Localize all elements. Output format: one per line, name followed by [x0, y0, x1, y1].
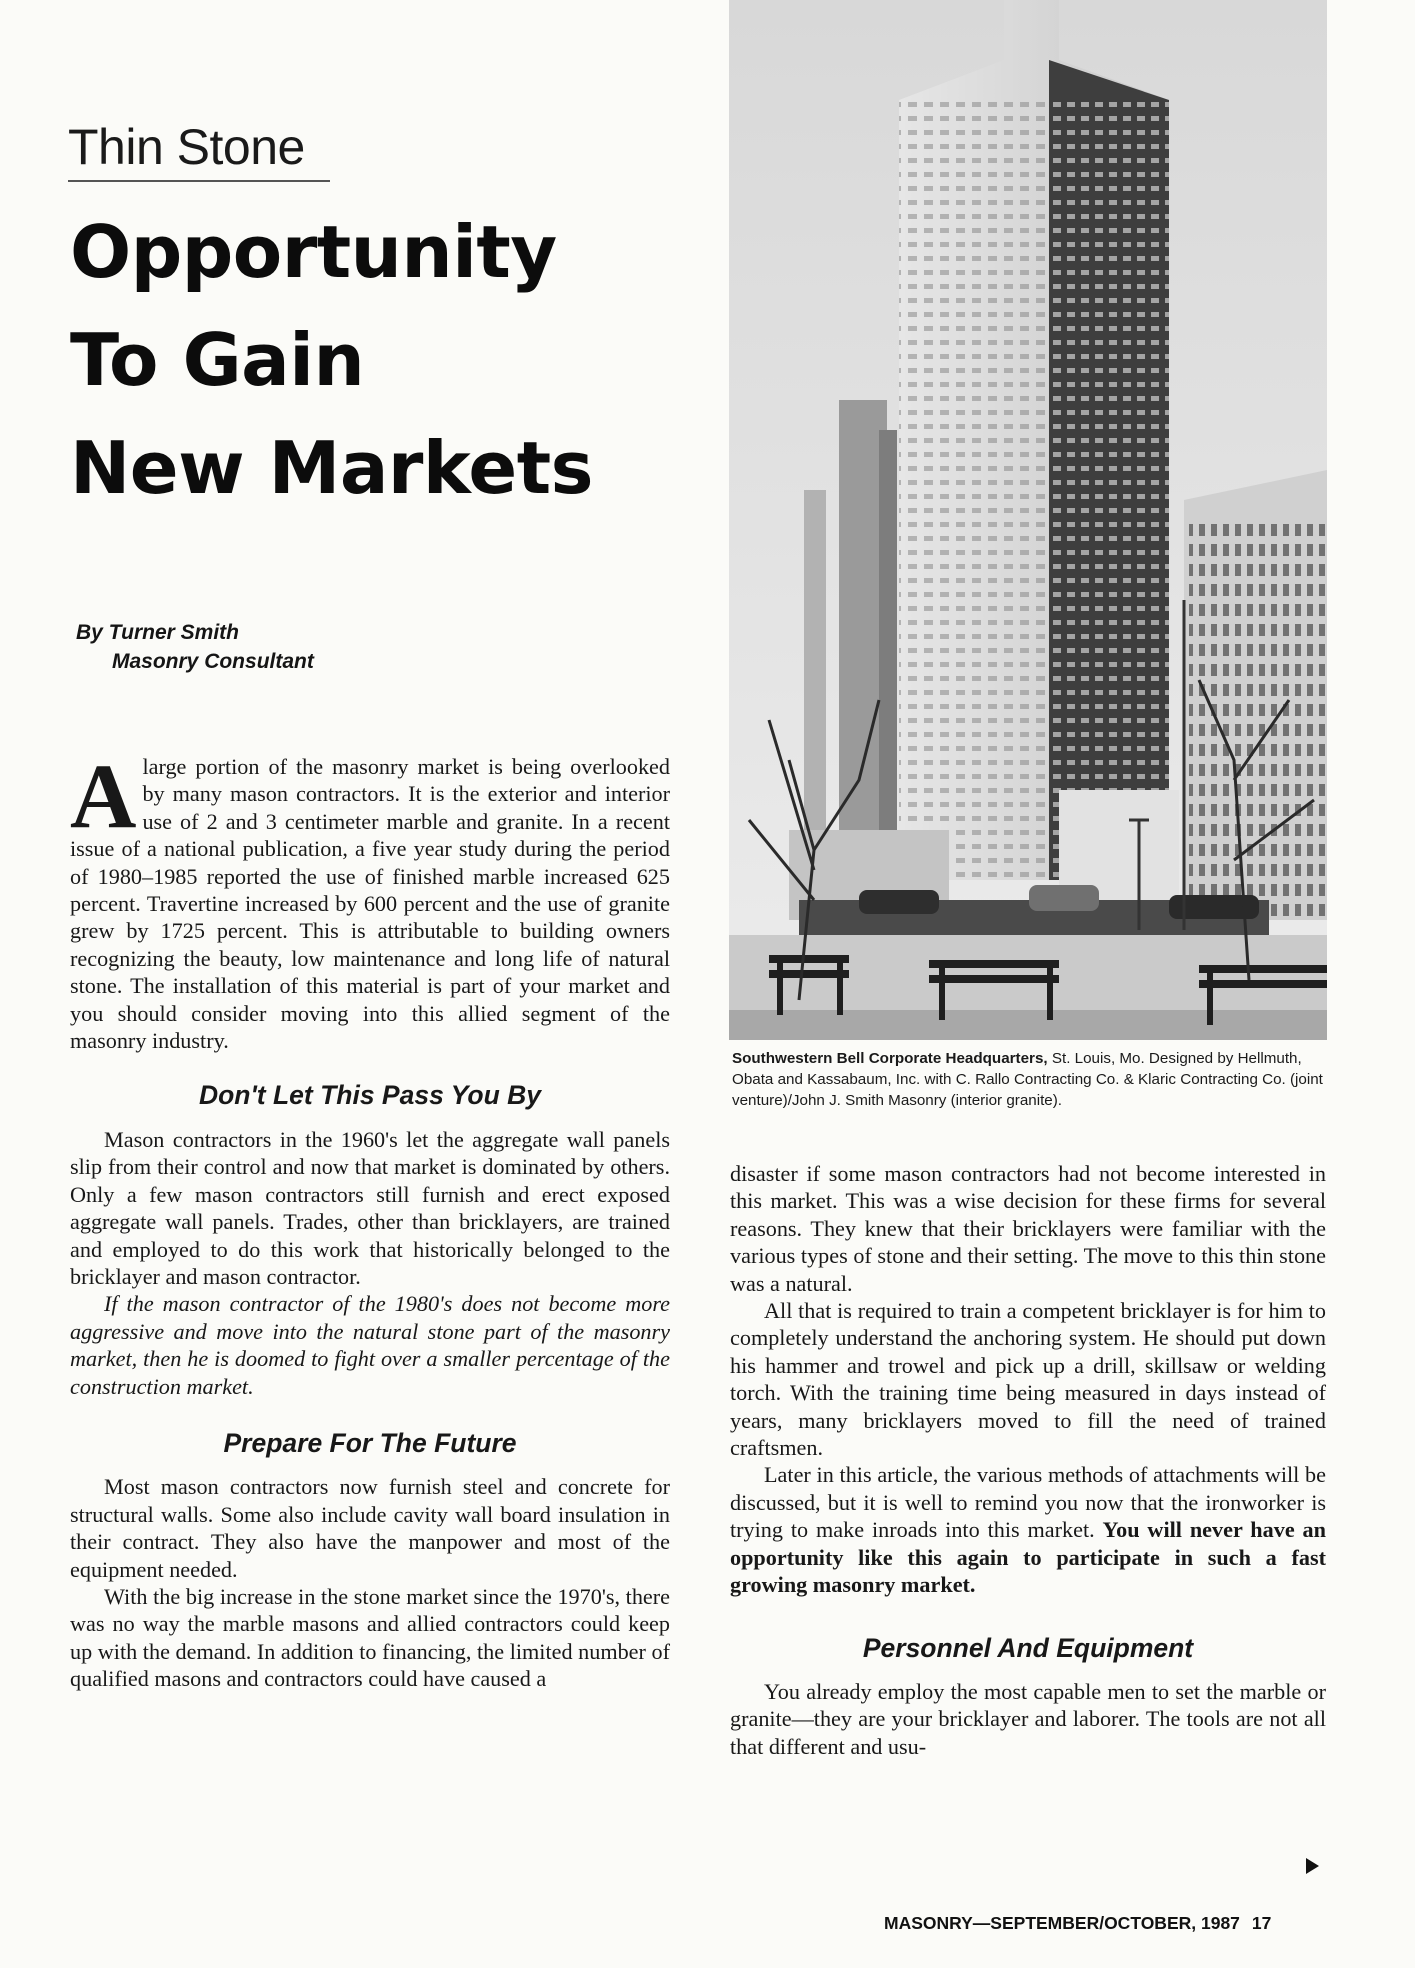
section-kicker: Thin Stone [68, 119, 305, 175]
paragraph-italic: If the mason contractor of the 1980's does not become more aggressive and move into the natural stone part of the masonry market, then he is doomed to fight over a smaller percentage of the construction market. [70, 1291, 670, 1399]
paragraph: disaster if some mason contractors had not become interested in this market. This was a wise decision for these firms for several reasons. They knew that their bricklayers were familiar with the various types of stone and their setting. The move to this thin stone was a natural. [730, 1161, 1326, 1296]
building-photo [729, 0, 1327, 1040]
intro-paragraph [70, 745, 670, 1054]
article-headline [70, 198, 593, 522]
paragraph: Mason contractors in the 1960's let the aggregate wall panels slip from their control and now that market is dominated by others. Only a few mason contractors still furnish and erect exposed aggregate wall panels. Trades, other than bricklayers, are trained and employed to do this work that historically belonged to the bricklayer and mason contractor. [70, 1126, 670, 1289]
byline [76, 618, 314, 676]
paragraph: You already employ the most capable men to set the marble or granite—they are your bricklayer and laborer. The tools are not all that different and usu- [730, 1678, 1326, 1759]
caption-title: Southwestern Bell Corporate Headquarters, [732, 1050, 1048, 1067]
drop-cap: A [70, 745, 137, 847]
left-column [70, 745, 670, 1693]
paragraph [730, 1461, 1326, 1598]
continued-arrow-icon [1306, 1858, 1319, 1874]
subhead-personnel-equipment: Personnel And Equipment [862, 1632, 1194, 1663]
intro-text: large portion of the masonry market is being overlooked by many mason contractors. It is the exterior and interior use of 2 and 3 centimeter marble and granite. In a recent issue of a national publication, a five year study during the period of 1980–1985 reported the use of finished marble increased 625 percent. Travertine increased by 600 percent and the use of granite grew by 1725 percent. This is attributable to building owners recognizing the beauty, low maintenance and long life of natural stone. The installation of this material is part of your market and you should consider moving into this allied segment of the masonry industry. [70, 754, 670, 1054]
caption-text: St. Louis, Mo. Designed by Hellmuth, Obata and Kassabaum, Inc. with C. Rallo Contracting Co. & Klaric Contracting Co. (joint venture)/John J. Smith Masonry (interior granite). [732, 1050, 1323, 1109]
headline-line-1: Opportunity [70, 210, 557, 294]
paragraph-bold-text: You will never have an opportunity like this again to participate in such a fast growing masonry market. [730, 1517, 1326, 1598]
paragraph: All that is required to train a competent bricklayer is for him to completely understand the anchoring system. He should put down his hammer and trowel and pick up a drill, skillsaw or welding torch. With the training time being measured in days instead of years, many bricklayers moved to fill the need of trained craftsmen. [730, 1298, 1326, 1461]
page-footer [884, 1913, 1271, 1934]
byline-author: By Turner Smith [76, 621, 239, 644]
subhead-prepare-for-future: Prepare For The Future [223, 1427, 517, 1458]
paragraph: With the big increase in the stone market since the 1970's, there was no way the marble masons and allied contractors could keep up with the demand. In addition to financing, the limited number of qualified masons and contractors could have caused a [70, 1583, 670, 1692]
footer-publication: MASONRY—SEPTEMBER/OCTOBER, 1987 [884, 1913, 1240, 1933]
kicker-underline [68, 180, 330, 182]
headline-line-3: New Markets [70, 426, 593, 510]
subhead-dont-let-this-pass: Don't Let This Pass You By [198, 1080, 542, 1111]
photo-caption [732, 1048, 1326, 1111]
paragraph: Most mason contractors now furnish steel and concrete for structural walls. Some also include cavity wall board insulation in their contract. They also have the manpower and most of the equipment needed. [70, 1474, 670, 1582]
right-column [730, 1160, 1326, 1760]
page-number: 17 [1251, 1913, 1272, 1933]
byline-role: Masonry Consultant [112, 650, 314, 673]
headline-line-2: To Gain [70, 318, 365, 402]
paragraph-text: Later in this article, the various methods of attachments will be discussed, but it is well to remind you now that the ironworker is trying to make inroads into this market. [730, 1462, 1326, 1543]
